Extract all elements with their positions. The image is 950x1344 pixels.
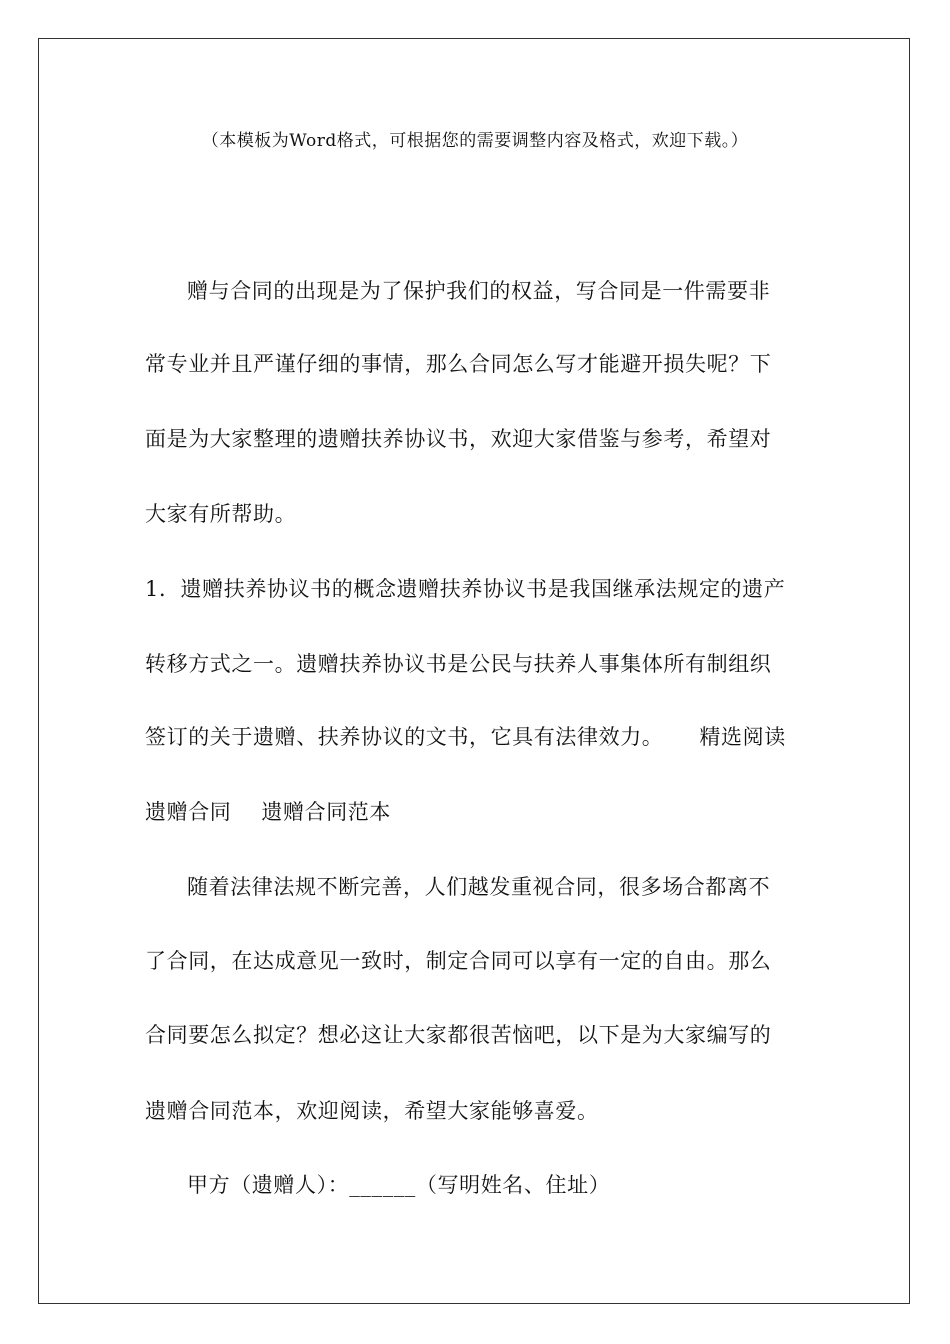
paragraph-line: 转移方式之一。遗赠扶养协议书是公民与扶养人事集体所有制组织 xyxy=(145,652,772,676)
featured-reading-label: 精选阅读 xyxy=(699,725,786,749)
paragraph-line-with-label xyxy=(145,722,845,752)
paragraph-line: 大家有所帮助。 xyxy=(145,502,297,526)
related-link-2[interactable]: 遗赠合同范本 xyxy=(261,800,392,824)
paragraph-line: 了合同，在达成意见一致时，制定合同可以享有一定的自由。那么 xyxy=(145,949,772,973)
paragraph-line: 赠与合同的出现是为了保护我们的权益，写合同是一件需要非 xyxy=(187,279,771,303)
paragraph-text: 签订的关于遗赠、扶养协议的文书，它具有法律效力。 xyxy=(145,725,664,749)
paragraph-line: 1．遗赠扶养协议书的概念遗赠扶养协议书是我国继承法规定的遗产 xyxy=(145,577,786,601)
paragraph-line: 随着法律法规不断完善，人们越发重视合同，很多场合都离不 xyxy=(187,875,771,899)
paragraph-line: 面是为大家整理的遗赠扶养协议书，欢迎大家借鉴与参考，希望对 xyxy=(145,427,772,451)
paragraph-line: 遗赠合同范本，欢迎阅读，希望大家能够喜爱。 xyxy=(145,1099,599,1123)
template-note: （本模板为Word格式，可根据您的需要调整内容及格式，欢迎下载。） xyxy=(201,131,749,151)
party-a-field: 甲方（遗赠人）：______（写明姓名、住址） xyxy=(187,1173,611,1197)
related-links xyxy=(145,797,845,827)
paragraph-line: 常专业并且严谨仔细的事情，那么合同怎么写才能避开损失呢？下 xyxy=(145,352,772,376)
paragraph-line: 合同要怎么拟定？想必这让大家都很苦恼吧，以下是为大家编写的 xyxy=(145,1023,772,1047)
related-link-1[interactable]: 遗赠合同 xyxy=(145,800,232,824)
